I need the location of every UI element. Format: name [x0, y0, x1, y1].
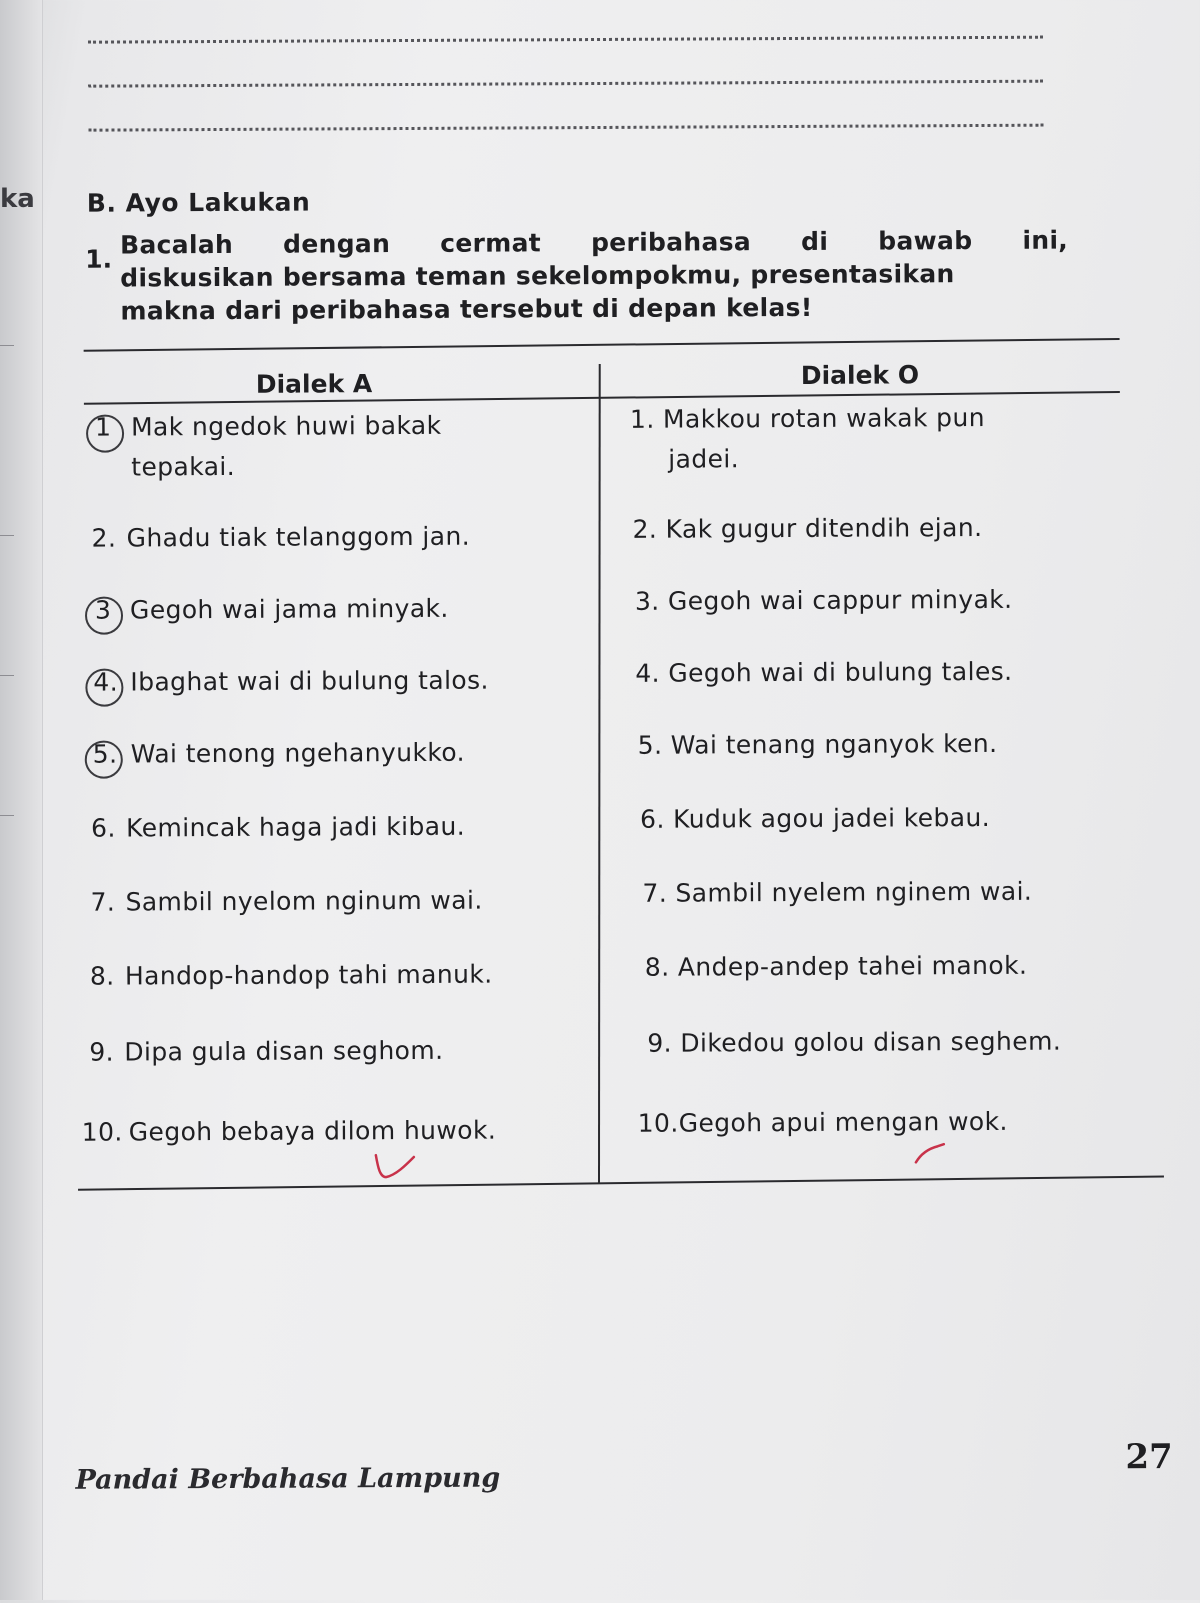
dialek-o-entry: jadei.	[668, 444, 740, 474]
dialek-o-entry: 10.Gegoh apui mengan wok.	[637, 1106, 1008, 1138]
page-number: 27	[1125, 1437, 1173, 1478]
dialek-a-number: 2.	[91, 523, 117, 553]
dialek-a-number: 1	[94, 412, 112, 442]
dialek-o-entry: 2. Kak gugur ditendih ejan.	[632, 512, 983, 544]
dialek-a-entry: Mak ngedok huwi bakak	[130, 410, 442, 442]
dialek-a-entry: Gegoh wai jama minyak.	[129, 593, 449, 625]
instruction-number: 1.	[85, 244, 113, 274]
dialek-o-entry: 8. Andep-andep tahei manok.	[644, 950, 1028, 982]
dialek-o-entry: 3. Gegoh wai cappur minyak.	[634, 584, 1013, 616]
column-header-dialek-o: Dialek O	[800, 360, 920, 390]
dialek-a-entry: Gegoh bebaya dilom huwok.	[128, 1115, 497, 1147]
red-checkmark-icon	[372, 1149, 422, 1185]
dialek-a-number: 4.	[93, 667, 119, 697]
table-top-rule	[84, 338, 1120, 352]
dialek-a-number: 3	[94, 595, 112, 625]
dialek-a-number: 7.	[90, 887, 116, 917]
dialek-a-entry: Sambil nyelom nginum wai.	[125, 885, 483, 917]
answer-line	[88, 80, 1043, 88]
dialek-a-entry: Ibaghat wai di bulung talos.	[130, 665, 489, 697]
instruction-line: Bacalah dengan cermat peribahasa di bawab ini,	[120, 225, 1069, 260]
dialek-a-entry: Kemincak haga jadi kibau.	[126, 811, 466, 843]
dialek-o-entry: 6. Kuduk agou jadei kebau.	[640, 802, 991, 834]
dialek-a-entry: Dipa gula disan seghom.	[124, 1035, 444, 1067]
answer-line	[88, 124, 1043, 132]
dialek-o-entry: 9. Dikedou golou disan seghem.	[647, 1026, 1062, 1058]
dialek-a-entry: tepakai.	[131, 451, 236, 482]
book-title: Pandai Berbahasa Lampung	[75, 1462, 501, 1496]
dialek-a-entry: Ghadu tiak telanggom jan.	[126, 521, 471, 553]
dialek-a-number: 5.	[92, 739, 118, 769]
dialek-o-entry: 1. Makkou rotan wakak pun	[629, 402, 985, 434]
instruction-line: diskusikan bersama teman sekelompokmu, presentasikan	[120, 259, 955, 293]
section-heading: B. Ayo Lakukan	[86, 187, 311, 218]
instruction-line: makna dari peribahasa tersebut di depan kelas!	[120, 292, 813, 326]
dialek-a-entry: Wai tenong ngehanyukko.	[130, 737, 465, 769]
dialek-o-entry: 5. Wai tenang nganyok ken.	[637, 728, 998, 760]
dialek-a-number: 8.	[89, 961, 115, 991]
table-bottom-rule	[78, 1175, 1164, 1190]
answer-line	[88, 36, 1043, 44]
column-divider	[598, 364, 601, 1184]
column-header-dialek-a: Dialek A	[255, 369, 373, 399]
dialek-o-entry: 4. Gegoh wai di bulung tales.	[635, 656, 1013, 688]
red-checkmark-icon	[912, 1138, 958, 1170]
dialek-a-number: 10.	[81, 1117, 123, 1147]
dialek-o-entry: 7. Sambil nyelem nginem wai.	[642, 876, 1033, 908]
dialek-a-number: 9.	[89, 1037, 115, 1067]
dialek-a-number: 6.	[91, 813, 116, 843]
dialek-a-entry: Handop-handop tahi manuk.	[124, 959, 493, 991]
margin-fragment: ka	[0, 184, 35, 214]
